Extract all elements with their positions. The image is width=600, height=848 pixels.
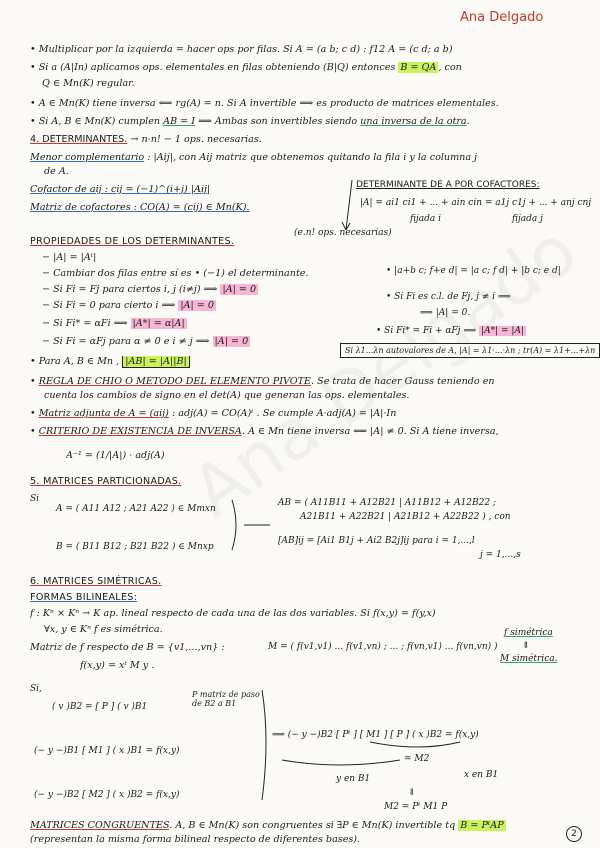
property-line: − Si Fi = Fj para ciertos i, j (i≠j) ⟹ |A| = 0: [42, 284, 257, 295]
congruence-formula: M2 = Pᵗ M1 P: [384, 802, 448, 812]
cofactor-row-note: fijada i: [410, 214, 442, 224]
note-line: A⁻¹ = (1/|A|) · adj(A): [66, 450, 165, 461]
chain-arrow: ⇓: [408, 788, 416, 798]
note-line: MATRICES CONGRUENTES. A, B ∈ Mn(K) son congruentes si ∃P ∈ Mn(K) invertible tq B = PᵗAP: [30, 820, 504, 831]
section-heading: 4. DETERMINANTES.: [30, 134, 128, 145]
symmetric-note: M simétrica.: [500, 654, 558, 664]
note-line: (representan la misma forma bilineal respecto de diferentes bases).: [30, 834, 361, 845]
partitioned-matrix-b: B = ( B11 B12 ; B21 B22 ) ∈ Mnxp: [56, 542, 214, 552]
cofactor-heading: DETERMINANTE DE A POR COFACTORES:: [356, 180, 540, 190]
note-line: cuenta los cambios de signo en el det(A) que generan las ops. elementales.: [44, 390, 410, 401]
property-right: ⟹ |A| = 0.: [420, 308, 471, 318]
cofactor-formula: |A| = ai1 ci1 + ... + ain cin = a1j c1j + ... + anj cnj: [360, 198, 592, 208]
note-line: f(x,y) = xᵗ M y .: [80, 660, 155, 671]
property-right: • Si Fi* = Fi + αFj ⟹ |A*| = |A|: [376, 326, 524, 336]
note-line: • REGLA DE CHIO O MÉTODO DEL ELEMENTO PIVOTE. Se trata de hacer Gauss teniendo en: [30, 376, 495, 387]
section-line: 4. DETERMINANTES. → n·n! − 1 ops. necesarias.: [30, 134, 262, 145]
bilinear-b1: (− y −)B1 [ M1 ] ( x )B1 = f(x,y): [34, 746, 180, 756]
note-line: • CRITERIO DE EXISTENCIA DE INVERSA. A ∈ Mn tiene inversa ⟺ |A| ≠ 0. Si A tiene inversa,: [30, 426, 499, 437]
chain-m2: = M2: [404, 754, 430, 764]
note-line: de A.: [44, 166, 69, 177]
bilinear-chain: ⟹ (− y −)B2 [ Pᵗ ] [ M1 ] [ P ] ( x )B2 = f(x,y): [272, 730, 479, 740]
matrix-note: P matriz de paso de B2 a B1: [192, 690, 260, 708]
note-line: • A ∈ Mn(K) tiene inversa ⟺ rg(A) = n. Si A invertible ⟹ es producto de matrices elementales.: [30, 98, 499, 109]
section-heading: 5. MATRICES PARTICIONADAS.: [30, 476, 182, 487]
note-line: • Si A, B ∈ Mn(K) cumplen AB = I ⟹ Ambas son invertibles siendo una inversa de la otra.: [30, 116, 470, 127]
partitioned-index: [AB]ij = [Ai1 B1j + Ai2 B2j]ij para i = 1,...,l: [278, 536, 475, 546]
label: Si: [30, 494, 40, 504]
chain-x: x en B1: [464, 770, 499, 780]
subsection-heading: FORMAS BILINEALES:: [30, 592, 138, 603]
symmetric-note: f simétrica: [504, 628, 553, 638]
note-line: f : Kⁿ × Kⁿ → K ap. lineal respecto de cada una de las dos variables. Si f(x,y) = f(y,x): [30, 608, 436, 619]
author-name: Ana Delgado: [460, 10, 544, 25]
note-line: • Matriz adjunta de A = (aij) : adj(A) = CO(A)ᵗ . Se cumple A·adj(A) = |A|·In: [30, 408, 397, 419]
change-of-basis: ( v )B2 = [ P ] ( v )B1: [52, 702, 148, 712]
property-line: − |A| = |Aᵗ|: [42, 252, 97, 263]
note-line: Matriz de f respecto de B = {v1,...,vn} :: [30, 642, 225, 653]
property-right: • |a+b c; f+e d| = |a c; f d| + |b c; e d|: [386, 266, 561, 276]
label: Si,: [30, 684, 42, 694]
partitioned-index: j = 1,...,s: [480, 550, 521, 560]
property-right: • Si Fi es c.l. de Fj, j ≠ i ⟹: [386, 292, 511, 302]
note-line: • Si a (A|In) aplicamos ops. elementales en filas obteniendo (B|Q) entonces B = QA , con: [30, 62, 462, 73]
partitioned-product: A21B11 + A22B21 | A21B12 + A22B22 ) , con: [300, 512, 511, 522]
property-line: − Si Fi = αFj para α ≠ 0 e i ≠ j ⟹ |A| = 0: [42, 336, 249, 347]
section-heading: PROPIEDADES DE LOS DETERMINANTES.: [30, 236, 235, 247]
section-heading: 6. MATRICES SIMÉTRICAS.: [30, 576, 162, 587]
property-line: − Cambiar dos filas entre sí es • (−1) el determinante.: [42, 268, 309, 279]
note-line: ∀x, y ∈ Kⁿ f es simétrica.: [44, 624, 163, 635]
partitioned-matrix-a: A = ( A11 A12 ; A21 A22 ) ∈ Mmxn: [56, 504, 216, 514]
note-line: Matriz de cofactores : CO(A) = (cij) ∈ Mn(K).: [30, 202, 250, 213]
cofactor-col-note: fijada j: [512, 214, 543, 224]
bilinear-matrix: M = ( f(v1,v1) ... f(v1,vn) ; ... ; f(vn,v1) ... f(vn,vn) ): [268, 642, 498, 652]
note-line: Menor complementario : |Aij|, con Aij matriz que obtenemos quitando la fila i y la columna j: [30, 152, 478, 163]
note-line: • Para A, B ∈ Mn , |AB| = |A||B|: [30, 356, 330, 368]
partitioned-product: AB = ( A11B11 + A12B21 | A11B12 + A12B22 ;: [278, 498, 496, 508]
cofactor-ops-note: (e.n! ops. necesarias): [294, 228, 392, 238]
note-line: • Multiplicar por la izquierda = hacer ops por filas. Si A = (a b; c d) : f12 A = (c d; a b): [30, 44, 453, 55]
bilinear-b2: (− y −)B2 [ M2 ] ( x )B2 = f(x,y): [34, 790, 180, 800]
chain-y: y en B1: [336, 774, 371, 784]
eigenvalue-box: Si λ1...λn autovalores de A, |A| = λ1·...·λn ; tr(A) = λ1+...+λn: [340, 343, 600, 358]
note-line: Q ∈ Mn(K) regular.: [42, 78, 135, 89]
equivalence-arrow: ⇕: [522, 641, 530, 651]
property-line: − Si Fi* = αFi ⟹ |A*| = α|A|: [42, 318, 185, 329]
page-number: 2: [566, 826, 582, 842]
highlight: B = QA: [400, 62, 437, 73]
note-line: Cofactor de aij : cij = (−1)^(i+j) |Aij|: [30, 184, 211, 195]
property-line: − Si Fi = 0 para cierto i ⟹ |A| = 0: [42, 300, 214, 311]
